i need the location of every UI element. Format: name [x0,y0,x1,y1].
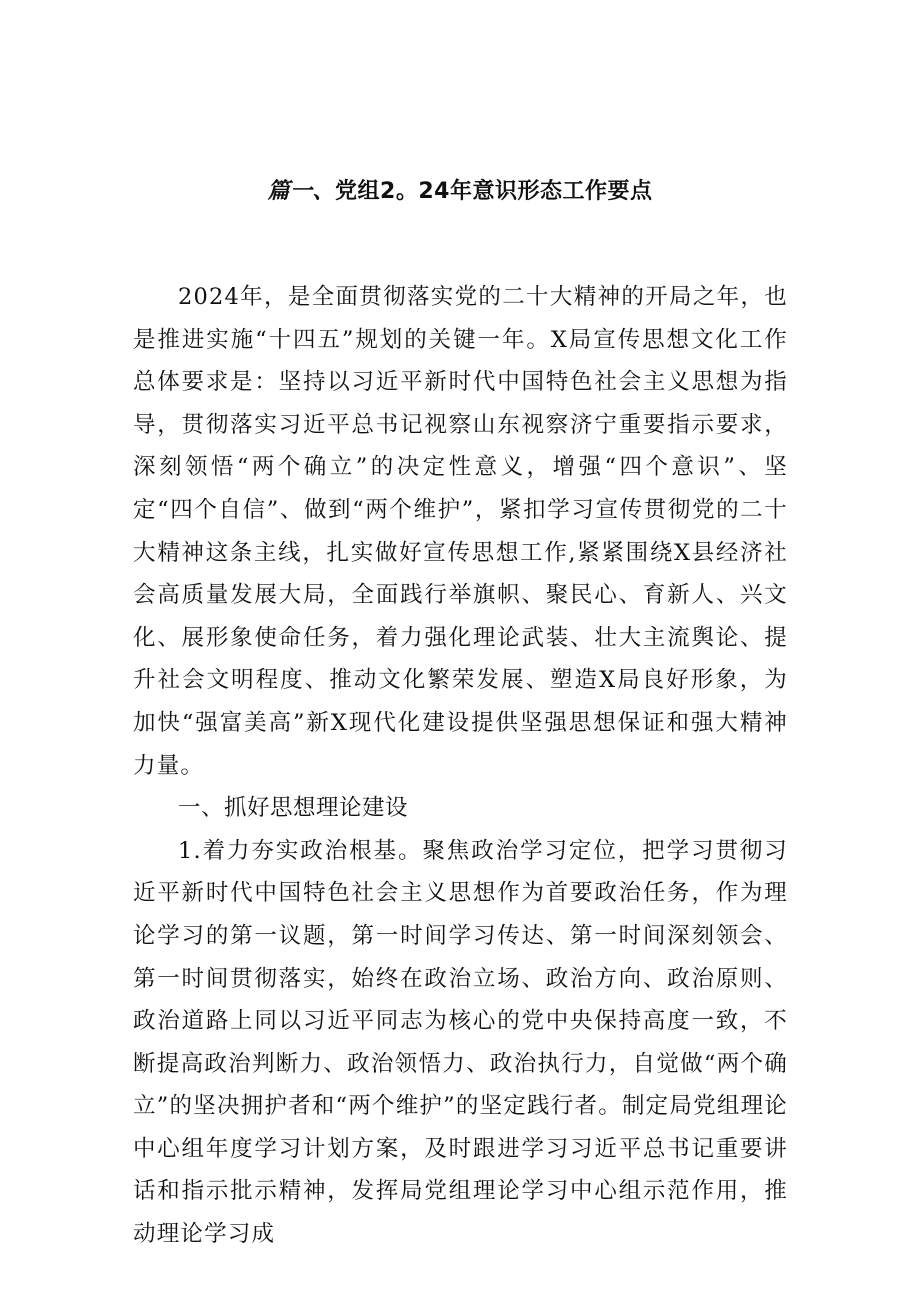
section-paragraph: 1.着力夯实政治根基。聚焦政治学习定位，把学习贯彻习近平新时代中国特色社会主义思想作为首要政治任务，作为理论学习的第一议题，第一时间学习传达、第一时间深刻领会、第一时间贯彻落实，始终在政治立场、政治方向、政治原则、政治道路上同以习近平同志为核心的党中央保持高度一致，不断提高政治判断力、政治领悟力、政治执行力，自觉做“两个确立”的坚决拥护者和“两个维护”的坚定践行者。制定局党组理论中心组年度学习计划方案，及时跟进学习习近平总书记重要讲话和指示批示精神，发挥局党组理论学习中心组示范作用，推动理论学习成 [133,837,788,1248]
document-title [0,172,920,212]
intro-paragraph: 2024年，是全面贯彻落实党的二十大精神的开局之年，也是推进实施“十四五”规划的关键一年。X局宣传思想文化工作总体要求是：坚持以习近平新时代中国特色社会主义思想为指导，贯彻落实习近平总书记视察山东视察济宁重要指示要求，深刻领悟“两个确立”的决定性意义，增强“四个意识”、坚定“四个自信”、做到“两个维护”，紧扣学习宣传贯彻党的二十大精神这条主线，扎实做好宣传思想工作,紧紧围绕X县经济社会高质量发展大局，全面践行举旗帜、聚民心、育新人、兴文化、展形象使命任务，着力强化理论武装、壮大主流舆论、提升社会文明程度、推动文化繁荣发展、塑造X局良好形象，为加快“强富美高”新X现代化建设提供坚强思想保证和强大精神力量。 [133,284,788,779]
title-lead: 篇一、 [267,179,336,204]
title-main: 党组2。24年意识形态工作要点 [335,179,653,204]
document-body [133,276,788,1256]
section-heading: 一、抓好思想理论建设 [178,795,409,822]
